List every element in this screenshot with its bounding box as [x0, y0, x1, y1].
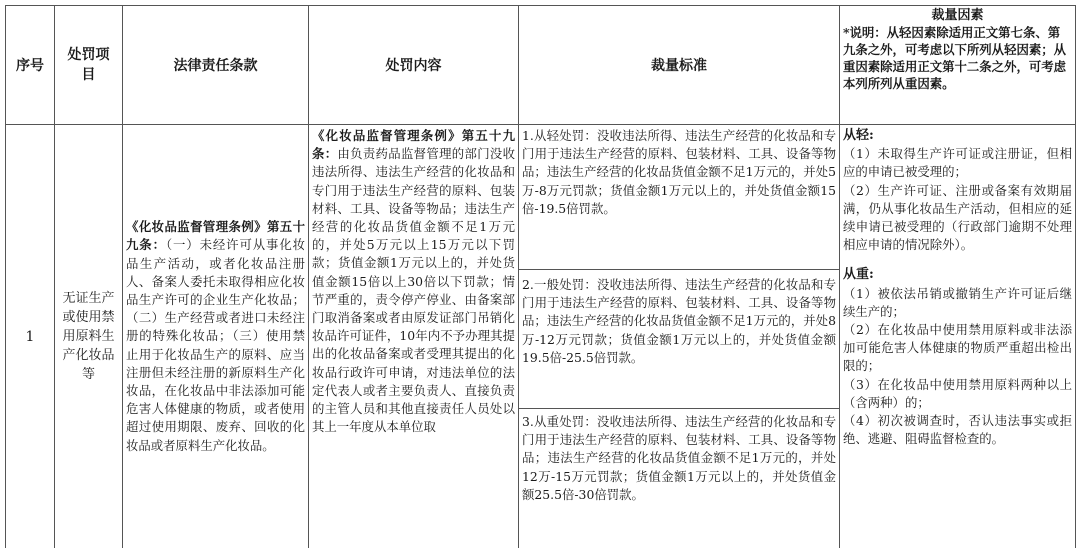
heavy-factor-item: （4）初次被调查时，否认违法事实或拒绝、逃避、阻碍监督检查的。 [843, 413, 1072, 447]
header-standard: 裁量标准 [519, 6, 840, 125]
header-seq: 序号 [6, 6, 55, 125]
light-factor-item: （1）未取得生产许可证或注册证，但相应的申请已被受理的； [843, 146, 1072, 180]
row-law [123, 125, 309, 548]
table-row [6, 125, 1076, 548]
header-factors-title: 裁量因素 [931, 8, 984, 23]
heavy-factors-title: 从重: [843, 267, 874, 283]
row-content [309, 125, 519, 548]
header-factors-note: *说明：从轻因素除适用正文第七条、第九条之外，可考虑以下所列从轻因素；从重因素除适用正文第十二条之外，可考虑本列所列从重因素。 [843, 25, 1067, 91]
row-seq: 1 [6, 125, 55, 548]
content-text: 由负责药品监督管理的部门没收违法所得、违法生产经营的化妆品和专门用于违法生产经营的原料、包装材料、工具、设备等物品；违法生产经营的化妆品货值金额不足1万元的，并处5万元以上15万元以下罚款；货值金额1万元以上的，并处货值金额15倍以上30倍以下罚款；情节严重的，责令停产停业、由备案部门取消备案或者由原发证部门吊销化妆品许可证件，10年内不予办理其提出的化妆品备案或者受理其提出的化妆品行政许可申请，对违法单位的法定代表人或者主要负责人、直接负责的主管人员和其他直接责任人员处以其上一年度从本单位取 [312, 146, 516, 435]
penalty-table [5, 5, 1076, 548]
light-factors-title: 从轻: [843, 128, 874, 143]
standard-heavy: 3.从重处罚：没收违法所得、违法生产经营的化妆品和专门用于违法生产经营的原料、包装材料、工具、设备等物品；违法生产经营的化妆品货值金额不足1万元的，并处12万-15万元罚款；货值金额1万元以上的，并处货值金额25.5倍-30倍罚款。 [519, 408, 839, 544]
row-standards [519, 125, 840, 548]
row-item: 无证生产或使用禁用原料生产化妆品等 [55, 125, 123, 548]
standard-light: 1.从轻处罚：没收违法所得、违法生产经营的化妆品和专门用于违法生产经营的原料、包装材料、工具、设备等物品；违法生产经营的化妆品货值金额不足1万元的，并处5万-8万元罚款；货值金额1万元以上的，并处货值金额15倍-19.5倍罚款。 [522, 128, 836, 216]
heavy-factor-item: （1）被依法吊销或撤销生产许可证后继续生产的； [843, 285, 1072, 319]
header-item-label: 处罚项目 [67, 47, 110, 83]
content-title: 《化妆品监督管理条例》第五十九条： [312, 128, 515, 162]
law-title: 《化妆品监督管理条例》第五十九条： [126, 219, 305, 253]
row-factors [840, 125, 1076, 548]
heavy-factor-item: （2）在化妆品中使用禁用原料或非法添加可能危害人体健康的物质严重超出检出限的； [843, 322, 1072, 374]
standard-general: 2.一般处罚：没收违法所得、违法生产经营的化妆品和专门用于违法生产经营的原料、包装材料、工具、设备等物品；违法生产经营的化妆品货值金额不足1万元的，并处8万-12万元罚款；货值金额1万元以上的，并处货值金额19.5倍-25.5倍罚款。 [519, 269, 839, 408]
heavy-factor-item: （3）在化妆品中使用禁用原料两种以上（含两种）的； [843, 376, 1072, 410]
header-content: 处罚内容 [309, 6, 519, 125]
light-factor-item: （2）生产许可证、注册或备案有效期届满，仍从事化妆品生产活动，但相应的延续申请已被受理的（行政部门逾期不处理相应申请的情况除外）。 [843, 182, 1072, 253]
table-header-row [6, 6, 1076, 125]
header-item [55, 6, 123, 125]
header-factors [840, 6, 1076, 125]
law-text: （一）未经许可从事化妆品生产活动，或者化妆品注册人、备案人委托未取得相应化妆品生产许可的企业生产化妆品；（二）生产经营或者进口未经注册的特殊化妆品；（三）使用禁止用于化妆品生产的原料、应当注册但未经注册的新原料生产化妆品，在化妆品中非法添加可能危害人体健康的物质，或者使用超过使用期限、废弃、回收的化妆品或者原料生产化妆品。 [126, 237, 306, 453]
header-law: 法律责任条款 [123, 6, 309, 125]
